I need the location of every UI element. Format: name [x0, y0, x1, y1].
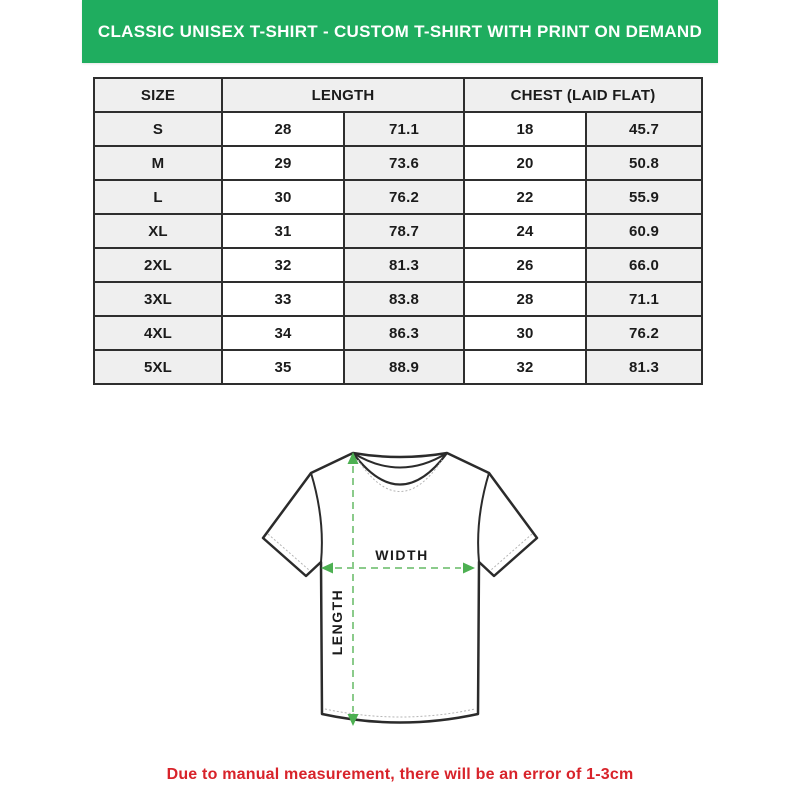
size-cell: 3XL [94, 282, 222, 316]
measurement-cell: 81.3 [586, 350, 702, 384]
measurement-cell: 24 [464, 214, 586, 248]
measurement-cell: 60.9 [586, 214, 702, 248]
measurement-cell: 20 [464, 146, 586, 180]
measurement-cell: 30 [464, 316, 586, 350]
size-row [94, 146, 702, 180]
measurement-note: Due to manual measurement, there will be an error of 1-3cm [166, 766, 634, 783]
measurement-cell: 33 [222, 282, 344, 316]
measurement-cell: 30 [222, 180, 344, 214]
size-row [94, 282, 702, 316]
page-title: CLASSIC UNISEX T-SHIRT - CUSTOM T-SHIRT WITH PRINT ON DEMAND [97, 21, 703, 41]
measurement-cell: 71.1 [344, 112, 464, 146]
col-header-size: SIZE [94, 78, 222, 112]
measurement-cell: 28 [222, 112, 344, 146]
measurement-cell: 32 [464, 350, 586, 384]
measurement-cell: 29 [222, 146, 344, 180]
measurement-cell: 78.7 [344, 214, 464, 248]
size-cell: 5XL [94, 350, 222, 384]
measurement-cell: 31 [222, 214, 344, 248]
title-banner [82, 0, 718, 63]
col-header-chest: CHEST (LAID FLAT) [464, 78, 702, 112]
size-cell: M [94, 146, 222, 180]
size-cell: S [94, 112, 222, 146]
size-chart-table [93, 77, 703, 385]
size-row [94, 248, 702, 282]
measurement-cell: 81.3 [344, 248, 464, 282]
size-row [94, 180, 702, 214]
measurement-cell: 55.9 [586, 180, 702, 214]
size-row [94, 214, 702, 248]
width-label: WIDTH [375, 547, 429, 563]
size-cell: XL [94, 214, 222, 248]
size-cell: 4XL [94, 316, 222, 350]
measurement-cell: 26 [464, 248, 586, 282]
size-cell: 2XL [94, 248, 222, 282]
measurement-cell: 50.8 [586, 146, 702, 180]
measurement-cell: 18 [464, 112, 586, 146]
col-header-length: LENGTH [222, 78, 464, 112]
tshirt-diagram [240, 430, 560, 750]
measurement-cell: 76.2 [344, 180, 464, 214]
measurement-cell: 73.6 [344, 146, 464, 180]
table-header-row [94, 78, 702, 112]
length-label: LENGTH [329, 588, 345, 656]
measurement-cell: 88.9 [344, 350, 464, 384]
measurement-cell: 22 [464, 180, 586, 214]
measurement-cell: 71.1 [586, 282, 702, 316]
size-row [94, 350, 702, 384]
measurement-cell: 34 [222, 316, 344, 350]
measurement-cell: 32 [222, 248, 344, 282]
measurement-cell: 45.7 [586, 112, 702, 146]
measurement-cell: 28 [464, 282, 586, 316]
measurement-cell: 76.2 [586, 316, 702, 350]
size-row [94, 112, 702, 146]
measurement-cell: 86.3 [344, 316, 464, 350]
tshirt-outline [263, 453, 537, 723]
measurement-cell: 83.8 [344, 282, 464, 316]
size-cell: L [94, 180, 222, 214]
size-row [94, 316, 702, 350]
measurement-cell: 35 [222, 350, 344, 384]
measurement-cell: 66.0 [586, 248, 702, 282]
